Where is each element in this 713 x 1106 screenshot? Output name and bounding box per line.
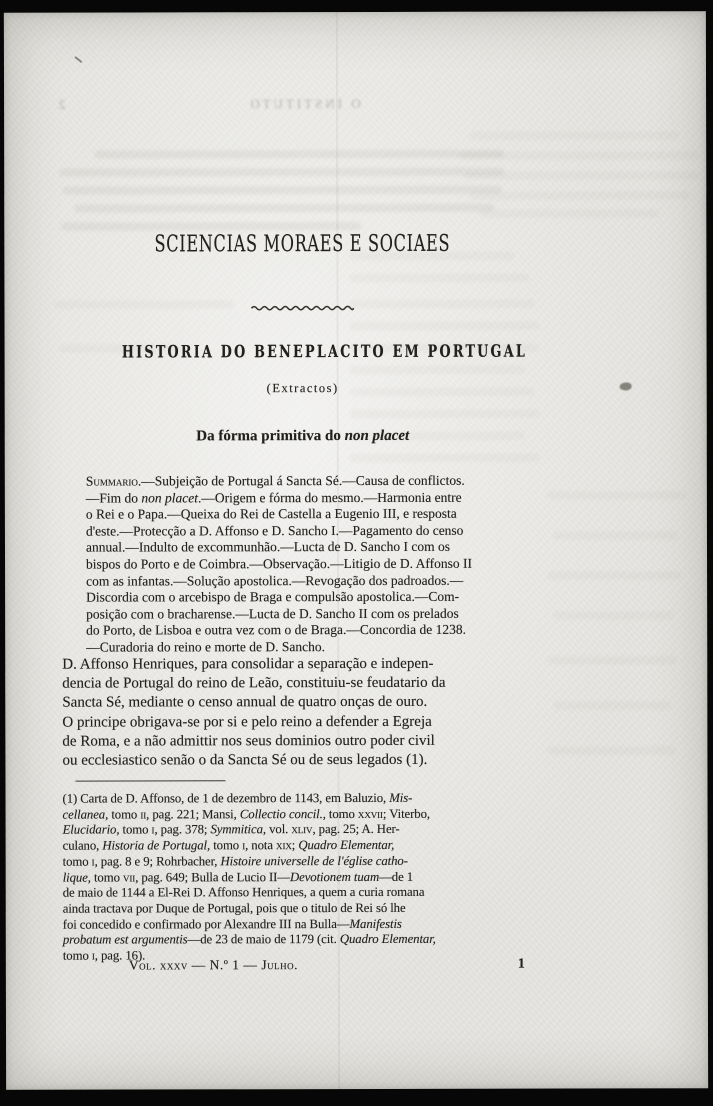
footnote-line: Elucidario, tomo i, pag. 378; Symmitica, vol. xliv, pag. 25; A. Her- [62,822,400,838]
footnote-line: tomo i, pag. 8 e 9; Rohrbacher, Histoire universelle de l'église catho- [62,853,408,869]
bleedthrough-text-ghost [553,531,678,539]
text-column [61,12,545,1090]
body-line: Sancta Sé, mediante o censo annual de quatro onças de ouro. [62,694,428,712]
body-paragraph [62,712,544,771]
body-line: de Roma, e a não admittir nos seus dominios outro poder civil [62,732,435,750]
body-line: D. Affonso Henriques, para consolidar a separação e indepen- [62,655,434,673]
bleedthrough-text-ghost [547,656,677,664]
summary-line: do Porto, de Lisboa e outra vez com o de Braga.—Concordia de 1238. [86,622,466,638]
bleedthrough-page-number: 2 [56,96,66,112]
paper-sheet [4,11,708,1089]
bleedthrough-title: O INSTITUTO [247,95,361,112]
footnote-line: ainda tractava por Duque de Portugal, pois que o titulo de Rei só lhe [62,900,406,916]
summary-line: com as infantas.—Solução apostolica.—Revogação dos padroados.— [86,572,464,589]
page-number: 1 [517,956,525,972]
ink-blot [620,382,632,390]
volume-issue-line: Vol. xxxv — N.º 1 — Julho. [128,957,298,973]
body-line: O principe obrigava-se por si e pelo reino a defender a Egreja [62,713,432,731]
summary-block [62,473,544,657]
section-heading: Da fórma primitiva do non placet [196,427,410,445]
summary-line: bispos do Porto e de Coimbra.—Observação.—Litigio de D. Affonso II [86,555,472,572]
journal-title: SCIENCIAS MORAES E SOCIAES [154,230,451,258]
summary-line: annual.—Indulto de excommunhão.—Lucta de D. Sancho I com os [85,539,451,555]
footnote-line: tomo i, pag. 16). [62,948,146,963]
bleedthrough-text-ghost [553,701,671,709]
summary-line: posição com o bracharense.—Lucta de D. Sancho II com os prelados [86,605,459,622]
footnote-line: cellanea, tomo ii, pag. 221; Mansi, Collectio concil., tomo xxvii; Viterbo, [62,806,430,822]
bleedthrough-text-ghost [547,571,682,579]
summary-line: —Curadoria do reino e morte de D. Sancho. [86,639,326,655]
footnote-line: (1) Carta de D. Affonso, de 1 de dezembro de 1143, em Baluzio, Mis- [62,790,413,806]
article-subtitle: (Extractos) [266,381,339,396]
bleedthrough-text-ghost [553,611,673,619]
summary-line: d'este.—Protecção a D. Affonso e D. Sancho I.—Pagamento do censo [85,522,464,539]
footnote-rule [75,780,225,781]
footnote-line: foi concedido e confirmado por Alexandre III na Bulla—Manifestis [62,916,402,932]
squiggle-divider [61,299,543,318]
summary-line: Discordia com o arcebispo de Braga e compulsão apostolica.—Com- [86,588,460,605]
article-title: HISTORIA DO BENEPLACITO EM PORTUGAL [121,341,528,363]
summary-line: o Rei e o Papa.—Queixa do Rei de Castella a Eugenio III, e resposta [85,505,457,522]
footnote-line: de maio de 1144 a El-Rei D. Affonso Henriques, a quem a curia romana [62,885,425,900]
body-paragraph [62,655,544,714]
bleedthrough-text-ghost [547,746,675,754]
body-line: dencia de Portugal do reino de Leão, constituiu-se feudatario da [62,675,446,692]
summary-line: Summario.—Subjeição de Portugal á Sancta Sé.—Causa de conflictos. [85,472,465,489]
footnote-line: culano, Historia de Portugal, tomo i, nota xix; Quadro Elementar, [62,838,395,853]
footnote-line: probatum est argumentis—de 23 de maio de 1179 (cit. Quadro Elementar, [62,932,436,947]
body-text [62,655,544,771]
bleedthrough-text-ghost [547,491,687,499]
body-line: ou ecclesiastico senão o da Sancta Sé ou de seus legados (1). [62,751,428,769]
summary-line: —Fim do non placet.—Origem e fórma do mesmo.—Harmonia entre [85,489,462,506]
footnote-line: lique, tomo vii, pag. 649; Bulla de Lucio II—Devotionem tuam—de 1 [62,869,414,885]
page-footer [63,957,545,974]
footnote-block [63,791,545,965]
